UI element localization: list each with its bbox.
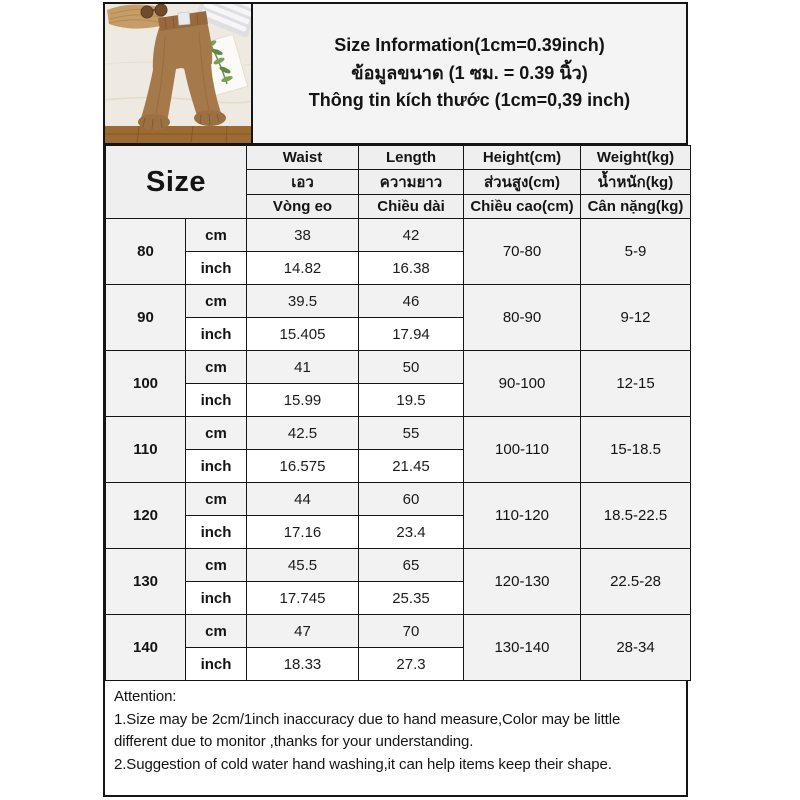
col-header-weight-th: น้ำหนัก(kg): [581, 170, 691, 195]
weight-range: 12-15: [581, 351, 691, 417]
table-header-row-en: [106, 146, 691, 170]
height-range: 110-120: [464, 483, 581, 549]
title-english: Size Information(1cm=0.39inch): [334, 34, 605, 55]
title-vietnamese: Thông tin kích thước (1cm=0,39 inch): [308, 90, 631, 111]
size-value: 80: [106, 219, 186, 285]
weight-range: 9-12: [581, 285, 691, 351]
wood-floor: [105, 126, 251, 143]
weight-range: 28-34: [581, 615, 691, 681]
waist-inch-value: 15.405: [247, 318, 359, 351]
unit-label-inch: inch: [186, 648, 247, 681]
unit-label-cm: cm: [186, 285, 247, 318]
col-header-length-en: Length: [359, 146, 464, 170]
size-value: 100: [106, 351, 186, 417]
unit-label-cm: cm: [186, 549, 247, 582]
unit-label-inch: inch: [186, 582, 247, 615]
length-cm-value: 55: [359, 417, 464, 450]
waist-inch-value: 17.16: [247, 516, 359, 549]
length-inch-value: 19.5: [359, 384, 464, 417]
length-inch-value: 16.38: [359, 252, 464, 285]
waist-cm-value: 38: [247, 219, 359, 252]
unit-label-cm: cm: [186, 219, 247, 252]
col-header-height-th: ส่วนสูง(cm): [464, 170, 581, 195]
height-range: 120-130: [464, 549, 581, 615]
weight-range: 22.5-28: [581, 549, 691, 615]
unit-label-inch: inch: [186, 318, 247, 351]
col-header-height-en: Height(cm): [464, 146, 581, 170]
size-value: 110: [106, 417, 186, 483]
unit-label-inch: inch: [186, 252, 247, 285]
col-header-height-vi: Chiều cao(cm): [464, 195, 581, 219]
length-inch-value: 27.3: [359, 648, 464, 681]
pants-cuff-left: [138, 114, 170, 130]
waist-inch-value: 15.99: [247, 384, 359, 417]
size-value: 90: [106, 285, 186, 351]
col-header-length-th: ความยาว: [359, 170, 464, 195]
attention-note-2: 2.Suggestion of cold water hand washing,it can help items keep their shape.: [114, 755, 612, 773]
size-value: 140: [106, 615, 186, 681]
length-cm-value: 50: [359, 351, 464, 384]
attention-box: [105, 681, 686, 795]
waist-cm-value: 44: [247, 483, 359, 516]
weight-range: 5-9: [581, 219, 691, 285]
table-row: [106, 351, 691, 384]
waist-cm-value: 47: [247, 615, 359, 648]
waistband-label: [178, 12, 190, 25]
attention-title: Attention:: [114, 688, 177, 705]
length-cm-value: 42: [359, 219, 464, 252]
height-range: 100-110: [464, 417, 581, 483]
table-row: [106, 285, 691, 318]
length-inch-value: 21.45: [359, 450, 464, 483]
col-header-weight-en: Weight(kg): [581, 146, 691, 170]
height-range: 130-140: [464, 615, 581, 681]
unit-label-cm: cm: [186, 351, 247, 384]
size-value: 120: [106, 483, 186, 549]
top-section: [105, 4, 686, 145]
unit-label-cm: cm: [186, 483, 247, 516]
unit-label-inch: inch: [186, 450, 247, 483]
waist-inch-value: 17.745: [247, 582, 359, 615]
waist-inch-value: 16.575: [247, 450, 359, 483]
size-header-cell: Size: [106, 146, 247, 219]
unit-label-inch: inch: [186, 516, 247, 549]
weight-range: 15-18.5: [581, 417, 691, 483]
size-value: 130: [106, 549, 186, 615]
length-cm-value: 65: [359, 549, 464, 582]
length-inch-value: 17.94: [359, 318, 464, 351]
height-range: 80-90: [464, 285, 581, 351]
title-thai: ข้อมูลขนาด (1 ซม. = 0.39 นิ้ว): [351, 62, 588, 83]
waist-cm-value: 45.5: [247, 549, 359, 582]
size-table: [105, 145, 691, 681]
length-cm-value: 60: [359, 483, 464, 516]
col-header-waist-en: Waist: [247, 146, 359, 170]
waist-cm-value: 41: [247, 351, 359, 384]
table-row: [106, 549, 691, 582]
unit-label-cm: cm: [186, 417, 247, 450]
length-inch-value: 23.4: [359, 516, 464, 549]
table-row: [106, 219, 691, 252]
table-row: [106, 483, 691, 516]
waist-inch-value: 14.82: [247, 252, 359, 285]
unit-label-cm: cm: [186, 615, 247, 648]
attention-note-1: 1.Size may be 2cm/1inch inaccuracy due to hand measure,Color may be little different due to monitor ,thanks for your understanding.: [114, 710, 621, 750]
waist-inch-value: 18.33: [247, 648, 359, 681]
weight-range: 18.5-22.5: [581, 483, 691, 549]
length-cm-value: 70: [359, 615, 464, 648]
product-photo: [105, 4, 253, 143]
col-header-weight-vi: Cân nặng(kg): [581, 195, 691, 219]
table-row: [106, 615, 691, 648]
waist-cm-value: 39.5: [247, 285, 359, 318]
length-inch-value: 25.35: [359, 582, 464, 615]
size-chart-container: [103, 2, 688, 797]
length-cm-value: 46: [359, 285, 464, 318]
title-box: [253, 4, 686, 143]
product-photo-illustration: [105, 4, 251, 143]
height-range: 90-100: [464, 351, 581, 417]
col-header-length-vi: Chiều dài: [359, 195, 464, 219]
unit-label-inch: inch: [186, 384, 247, 417]
col-header-waist-vi: Vòng eo: [247, 195, 359, 219]
height-range: 70-80: [464, 219, 581, 285]
table-row: [106, 417, 691, 450]
col-header-waist-th: เอว: [247, 170, 359, 195]
waist-cm-value: 42.5: [247, 417, 359, 450]
